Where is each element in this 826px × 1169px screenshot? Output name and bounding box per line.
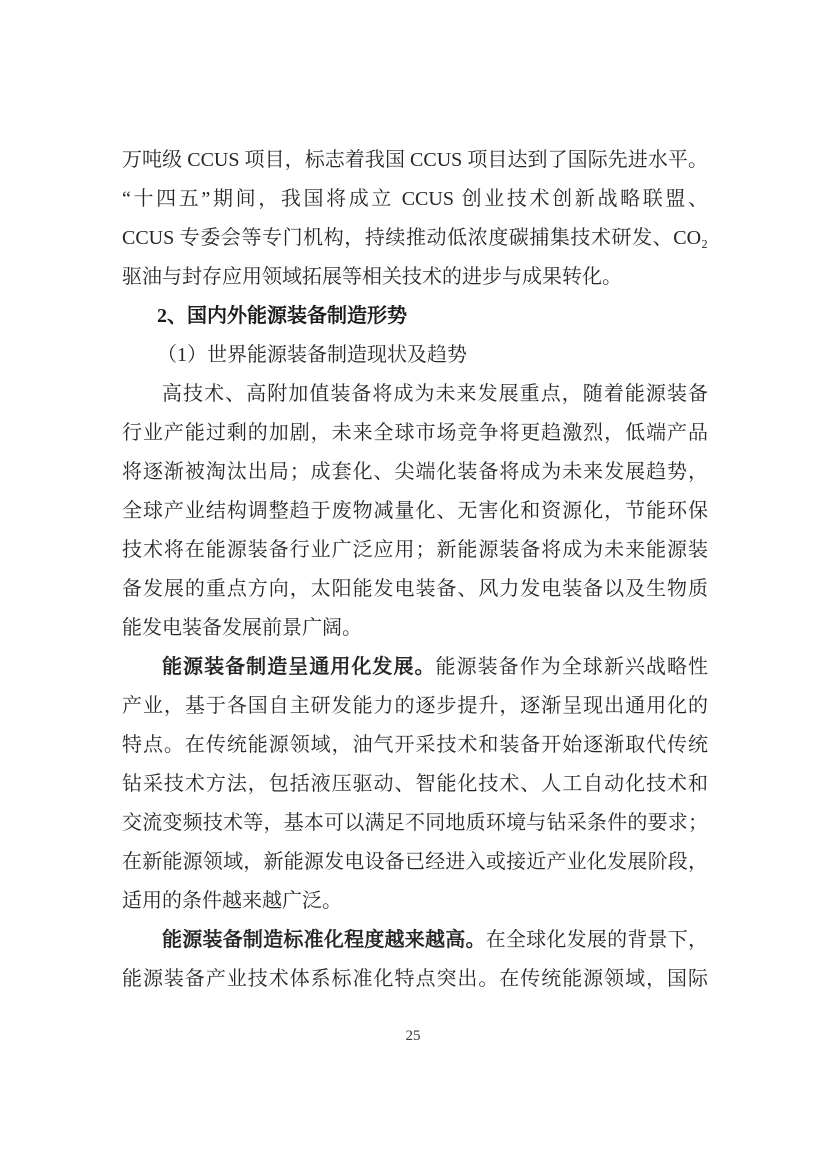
- text-segment: 备发展的重点方向，太阳能发电装备、风力发电装备以及生物质: [122, 578, 708, 600]
- text-line: [122, 882, 708, 921]
- text-line: [122, 726, 708, 765]
- text-segment: 能源装备产业技术体系标准化特点突出。在传统能源领域，国际: [122, 968, 708, 990]
- text-line: [122, 921, 708, 960]
- text-segment: “十四五”期间，我国将成立 CCUS 创业技术创新战略联盟、: [122, 188, 708, 210]
- text-segment: 交流变频技术等，基本可以满足不同地质环境与钻采条件的要求；: [122, 812, 708, 834]
- text-line: [122, 531, 708, 570]
- text-segment: 行业产能过剩的加剧，未来全球市场竞争将更趋激烈，低端产品: [122, 422, 708, 444]
- text-line: [122, 687, 708, 726]
- text-segment: 技术将在能源装备行业广泛应用；新能源装备将成为未来能源装: [122, 539, 708, 561]
- text-segment: 万吨级 CCUS 项目，标志着我国 CCUS 项目达到了国际先进水平。: [122, 149, 708, 171]
- text-segment: 将逐渐被淘汰出局；成套化、尖端化装备将成为未来发展趋势，: [122, 461, 708, 483]
- text-segment: 适用的条件越来越广泛。: [122, 890, 342, 912]
- text-block: [122, 141, 708, 999]
- text-line: [122, 414, 708, 453]
- text-segment: 特点。在传统能源领域，油气开采技术和装备开始逐渐取代传统: [122, 734, 708, 756]
- text-line: [122, 570, 708, 609]
- text-segment: 能发电装备发展前景广阔。: [122, 617, 362, 639]
- emphasis-text-segment: 2、国内外能源装备制造形势: [157, 305, 407, 327]
- text-line: [122, 804, 708, 843]
- text-line: [122, 141, 708, 180]
- text-line: [122, 765, 708, 804]
- heading-line: [122, 297, 708, 336]
- text-line: [122, 219, 708, 258]
- text-segment: 在新能源领域，新能源发电设备已经进入或接近产业化发展阶段，: [122, 851, 708, 873]
- text-line: [122, 258, 708, 297]
- emphasis-text-segment: 能源装备制造呈通用化发展。: [162, 656, 436, 678]
- text-segment: 全球产业结构调整趋于废物减量化、无害化和资源化，节能环保: [122, 500, 708, 522]
- text-segment: （1）世界能源装备制造现状及趋势: [157, 344, 467, 366]
- text-line: [122, 180, 708, 219]
- text-line: [122, 960, 708, 999]
- text-line: [122, 453, 708, 492]
- text-segment: 高技术、高附加值装备将成为未来发展重点，随着能源装备: [162, 383, 708, 405]
- text-line: [122, 843, 708, 882]
- text-segment: 能源装备作为全球新兴战略性: [435, 656, 709, 678]
- text-segment: 驱油与封存应用领域拓展等相关技术的进步与成果转化。: [122, 266, 622, 288]
- text-segment: CCUS 专委会等专门机构，持续推动低浓度碳捕集技术研发、CO₂: [122, 227, 708, 249]
- text-segment: 钻采技术方法，包括液压驱动、智能化技术、人工自动化技术和: [122, 773, 708, 795]
- text-line: [122, 375, 708, 414]
- heading-line: [122, 336, 708, 375]
- emphasis-text-segment: 能源装备制造标准化程度越来越高。: [162, 929, 486, 951]
- text-segment: 产业，基于各国自主研发能力的逐步提升，逐渐呈现出通用化的: [122, 695, 708, 717]
- text-segment: 在全球化发展的背景下，: [485, 929, 709, 951]
- text-line: [122, 648, 708, 687]
- text-line: [122, 492, 708, 531]
- page-number: 25: [405, 1028, 421, 1044]
- text-line: [122, 609, 708, 648]
